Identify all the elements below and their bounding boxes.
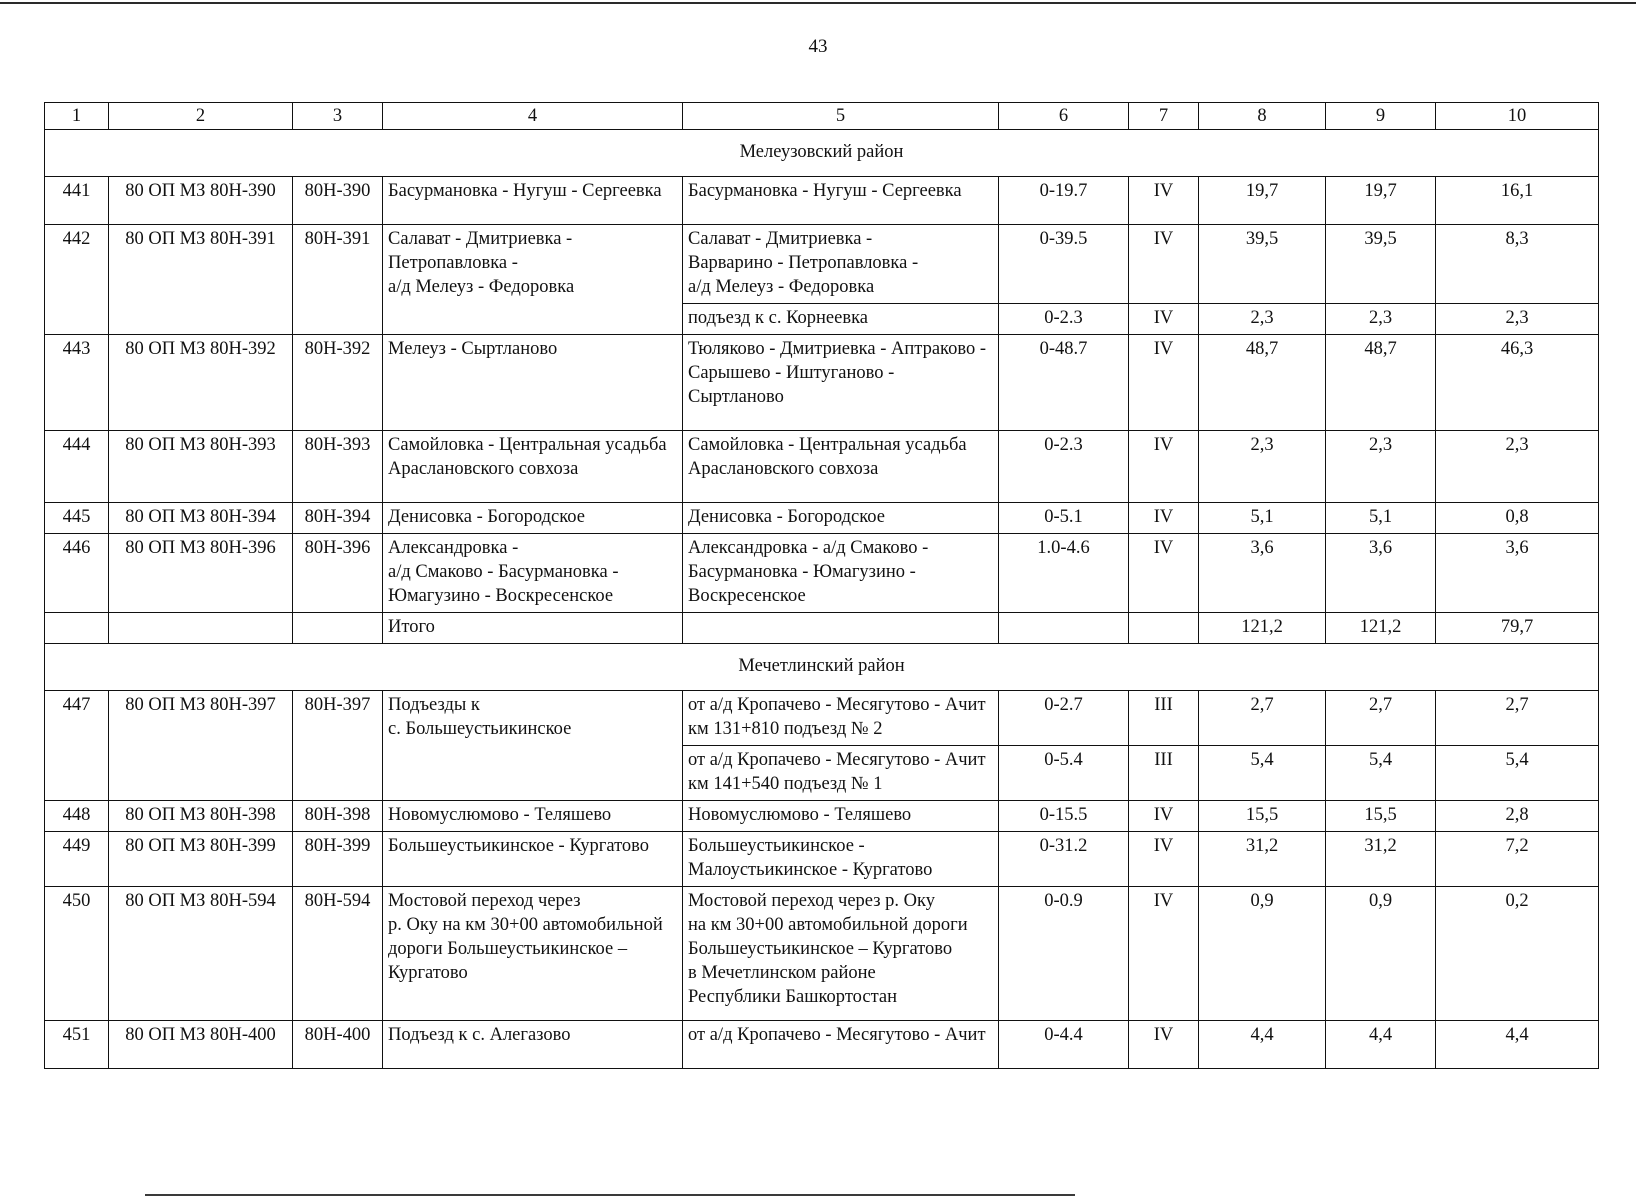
length-col-8 — [1199, 335, 1326, 431]
road-category-text: IV — [1153, 339, 1174, 359]
road-number — [45, 832, 109, 887]
length-col-8 — [1199, 691, 1326, 746]
km-range — [999, 691, 1129, 746]
length-col-9 — [1326, 503, 1436, 534]
road-category — [1129, 746, 1199, 801]
length-col-10 — [1436, 832, 1599, 887]
length-col-9-text: 2,3 — [1368, 308, 1393, 328]
length-col-9 — [1326, 801, 1436, 832]
length-col-9 — [1326, 177, 1436, 225]
road-name — [383, 1021, 683, 1069]
length-col-8-text: 2,3 — [1250, 435, 1274, 455]
length-col-9 — [1326, 335, 1436, 431]
length-col-9 — [1326, 887, 1436, 1021]
length-col-10 — [1436, 691, 1599, 746]
column-number: 3 — [293, 103, 383, 130]
road-id-code — [109, 801, 293, 832]
road-id-code — [109, 503, 293, 534]
column-number: 2 — [109, 103, 293, 130]
road-number-text: 451 — [62, 1025, 91, 1045]
km-range — [999, 887, 1129, 1021]
road-number-text: 448 — [62, 805, 91, 825]
length-col-10-text: 0,2 — [1505, 891, 1529, 911]
road-name-text: Подъезды к с. Большеустьикинское — [388, 695, 572, 739]
road-category — [1129, 335, 1199, 431]
length-col-9-text: 48,7 — [1364, 339, 1397, 359]
road-category-text: IV — [1153, 805, 1174, 825]
segment-description-text: Мостовой переход через р. Оку на км 30+00 автомобильной дороги Большеустьикинское – Кургатово в Мечетлинском районе Республики Башкортостан — [688, 891, 968, 1007]
road-id-code — [109, 225, 293, 335]
length-col-8 — [1199, 801, 1326, 832]
table-row — [45, 832, 1599, 887]
length-col-10 — [1436, 503, 1599, 534]
length-col-8-text: 15,5 — [1245, 805, 1279, 825]
length-col-10 — [1436, 177, 1599, 225]
segment-description-text: Басурмановка - Нугуш - Сергеевка — [688, 181, 962, 201]
road-category — [1129, 431, 1199, 503]
km-range — [999, 335, 1129, 431]
length-col-9-text: 31,2 — [1364, 836, 1397, 856]
road-category-text: IV — [1153, 836, 1174, 856]
length-col-10 — [1436, 225, 1599, 304]
road-id-code-text: 80 ОП МЗ 80Н-400 — [125, 1025, 276, 1045]
length-col-10 — [1436, 534, 1599, 613]
length-col-9-text: 3,6 — [1368, 538, 1393, 558]
length-col-9-text: 2,3 — [1368, 435, 1393, 455]
district-header-row — [45, 644, 1599, 691]
segment-description-text: подъезд к с. Корнеевка — [688, 308, 869, 328]
column-number: 5 — [683, 103, 999, 130]
length-col-9-text: 39,5 — [1364, 229, 1397, 249]
road-category — [1129, 534, 1199, 613]
district-name-text: Мечетлинский район — [738, 656, 905, 676]
empty-cell — [45, 613, 109, 644]
road-name — [383, 801, 683, 832]
road-short-code — [293, 887, 383, 1021]
length-col-8 — [1199, 746, 1326, 801]
road-category — [1129, 503, 1199, 534]
length-col-9 — [1326, 304, 1436, 335]
road-number-text: 446 — [62, 538, 91, 558]
road-name — [383, 534, 683, 613]
total-label-text: Итого — [388, 617, 435, 637]
length-col-10-text: 7,2 — [1505, 836, 1529, 856]
length-col-10-text: 5,4 — [1505, 750, 1529, 770]
length-col-9-text: 4,4 — [1368, 1025, 1393, 1045]
road-short-code — [293, 832, 383, 887]
road-number — [45, 534, 109, 613]
road-category-text: III — [1154, 750, 1173, 770]
table-row — [45, 503, 1599, 534]
length-col-8-text: 39,5 — [1245, 229, 1279, 249]
column-number-row — [45, 103, 1599, 130]
length-col-8-text: 4,4 — [1250, 1025, 1274, 1045]
road-category — [1129, 832, 1199, 887]
road-number-text: 441 — [62, 181, 91, 201]
length-col-10-text: 0,8 — [1505, 507, 1529, 527]
segment-description-text: Большеустьикинское - Малоустьикинское - Кургатово — [688, 836, 933, 880]
column-number: 7 — [1129, 103, 1199, 130]
road-id-code-text: 80 ОП МЗ 80Н-397 — [125, 695, 276, 715]
total-label — [383, 613, 683, 644]
total-col-10-text: 79,7 — [1500, 617, 1534, 637]
road-short-code-text: 80Н-400 — [304, 1025, 371, 1045]
km-range — [999, 225, 1129, 304]
length-col-9-text: 2,7 — [1368, 695, 1393, 715]
road-short-code — [293, 177, 383, 225]
road-id-code — [109, 691, 293, 801]
length-col-10-text: 2,7 — [1505, 695, 1529, 715]
length-col-10 — [1436, 335, 1599, 431]
length-col-9-text: 0,9 — [1368, 891, 1393, 911]
segment-description — [683, 887, 999, 1021]
total-col-8 — [1199, 613, 1326, 644]
road-number — [45, 801, 109, 832]
length-col-10-text: 2,8 — [1505, 805, 1529, 825]
km-range-text: 0-39.5 — [1039, 229, 1088, 249]
road-name — [383, 691, 683, 801]
total-col-9-text: 121,2 — [1359, 617, 1402, 637]
segment-description-text: Тюляково - Дмитриевка - Аптраково - Сарышево - Иштуганово - Сыртланово — [688, 339, 986, 407]
road-id-code-text: 80 ОП МЗ 80Н-396 — [125, 538, 276, 558]
road-id-code-text: 80 ОП МЗ 80Н-398 — [125, 805, 276, 825]
table-row — [45, 335, 1599, 431]
km-range-text: 0-2.7 — [1044, 695, 1083, 715]
district-header-row — [45, 130, 1599, 177]
road-id-code — [109, 335, 293, 431]
road-id-code — [109, 1021, 293, 1069]
road-id-code — [109, 887, 293, 1021]
total-col-10 — [1436, 613, 1599, 644]
segment-description — [683, 801, 999, 832]
road-short-code-text: 80Н-398 — [304, 805, 371, 825]
total-row — [45, 613, 1599, 644]
road-name-text: Салават - Дмитриевка - Петропавловка - а/д Мелеуз - Федоровка — [388, 229, 575, 297]
road-short-code — [293, 691, 383, 801]
road-category — [1129, 801, 1199, 832]
road-short-code — [293, 534, 383, 613]
segment-description — [683, 1021, 999, 1069]
length-col-9 — [1326, 1021, 1436, 1069]
segment-description — [683, 832, 999, 887]
total-col-9 — [1326, 613, 1436, 644]
segment-description-text: Салават - Дмитриевка - Варварино - Петропавловка - а/д Мелеуз - Федоровка — [688, 229, 919, 297]
segment-description — [683, 503, 999, 534]
road-number-text: 447 — [62, 695, 91, 715]
length-col-10-text: 8,3 — [1505, 229, 1529, 249]
length-col-9-text: 5,4 — [1368, 750, 1393, 770]
segment-description-text: Денисовка - Богородское — [688, 507, 885, 527]
length-col-8-text: 2,3 — [1250, 308, 1274, 328]
length-col-10 — [1436, 801, 1599, 832]
road-category-text: IV — [1153, 181, 1174, 201]
road-category-text: IV — [1153, 435, 1174, 455]
empty-cell — [683, 613, 999, 644]
length-col-10 — [1436, 431, 1599, 503]
empty-cell — [999, 613, 1129, 644]
road-id-code-text: 80 ОП МЗ 80Н-393 — [125, 435, 276, 455]
road-name — [383, 832, 683, 887]
km-range — [999, 534, 1129, 613]
column-number: 8 — [1199, 103, 1326, 130]
road-number-text: 443 — [62, 339, 91, 359]
km-range-text: 0-19.7 — [1039, 181, 1088, 201]
road-short-code-text: 80Н-594 — [304, 891, 371, 911]
length-col-10 — [1436, 1021, 1599, 1069]
road-id-code-text: 80 ОП МЗ 80Н-392 — [125, 339, 276, 359]
column-number: 1 — [45, 103, 109, 130]
km-range-text: 0-5.4 — [1044, 750, 1083, 770]
empty-cell — [1129, 613, 1199, 644]
road-number-text: 449 — [62, 836, 91, 856]
road-number — [45, 1021, 109, 1069]
km-range — [999, 304, 1129, 335]
road-short-code-text: 80Н-393 — [304, 435, 371, 455]
km-range — [999, 1021, 1129, 1069]
page-number: 43 — [808, 36, 828, 57]
table-row — [45, 1021, 1599, 1069]
length-col-8 — [1199, 534, 1326, 613]
length-col-8 — [1199, 304, 1326, 335]
km-range-text: 0-5.1 — [1044, 507, 1083, 527]
length-col-10-text: 4,4 — [1505, 1025, 1529, 1045]
road-number-text: 450 — [62, 891, 91, 911]
road-id-code — [109, 534, 293, 613]
length-col-9-text: 15,5 — [1364, 805, 1397, 825]
length-col-8-text: 3,6 — [1250, 538, 1274, 558]
road-name-text: Подъезд к с. Алегазово — [388, 1025, 571, 1045]
road-name-text: Александровка - а/д Смаково - Басурмановка - Юмагузино - Воскресенское — [388, 538, 619, 606]
length-col-9 — [1326, 746, 1436, 801]
length-col-8-text: 2,7 — [1250, 695, 1274, 715]
road-number — [45, 335, 109, 431]
km-range-text: 0-48.7 — [1039, 339, 1088, 359]
length-col-9 — [1326, 225, 1436, 304]
length-col-8-text: 5,4 — [1250, 750, 1274, 770]
km-range — [999, 746, 1129, 801]
road-name-text: Большеустьикинское - Кургатово — [388, 836, 650, 856]
length-col-9 — [1326, 431, 1436, 503]
segment-description-text: от а/д Кропачево - Месягутово - Ачит км 141+540 подъезд № 1 — [688, 750, 986, 794]
road-category — [1129, 177, 1199, 225]
length-col-8-text: 5,1 — [1250, 507, 1274, 527]
length-col-8-text: 48,7 — [1245, 339, 1279, 359]
road-category-text: IV — [1153, 1025, 1174, 1045]
length-col-10 — [1436, 887, 1599, 1021]
length-col-10-text: 2,3 — [1505, 308, 1529, 328]
length-col-10 — [1436, 746, 1599, 801]
road-number-text: 445 — [62, 507, 91, 527]
table-row — [45, 225, 1599, 304]
segment-description-text: от а/д Кропачево - Месягутово - Ачит км 131+810 подъезд № 2 — [688, 695, 986, 739]
road-name — [383, 431, 683, 503]
road-short-code-text: 80Н-392 — [304, 339, 371, 359]
road-name-text: Денисовка - Богородское — [388, 507, 585, 527]
column-number: 9 — [1326, 103, 1436, 130]
column-number: 10 — [1436, 103, 1599, 130]
length-col-8 — [1199, 1021, 1326, 1069]
road-short-code — [293, 503, 383, 534]
road-short-code-text: 80Н-397 — [304, 695, 371, 715]
road-number — [45, 691, 109, 801]
km-range-text: 0-4.4 — [1044, 1025, 1083, 1045]
district-name — [45, 644, 1599, 691]
length-col-9 — [1326, 691, 1436, 746]
km-range — [999, 503, 1129, 534]
segment-description — [683, 335, 999, 431]
segment-description — [683, 691, 999, 746]
road-category-text: IV — [1153, 229, 1174, 249]
length-col-8 — [1199, 887, 1326, 1021]
road-name-text: Басурмановка - Нугуш - Сергеевка — [388, 181, 662, 201]
km-range-text: 0-15.5 — [1039, 805, 1088, 825]
segment-description — [683, 177, 999, 225]
road-name — [383, 177, 683, 225]
length-col-8-text: 19,7 — [1245, 181, 1279, 201]
km-range-text: 0-31.2 — [1039, 836, 1088, 856]
segment-description — [683, 746, 999, 801]
road-category — [1129, 304, 1199, 335]
road-number — [45, 887, 109, 1021]
km-range — [999, 177, 1129, 225]
road-category — [1129, 1021, 1199, 1069]
km-range — [999, 801, 1129, 832]
road-registry-table — [44, 102, 1599, 1069]
length-col-10-text: 16,1 — [1500, 181, 1534, 201]
length-col-10-text: 3,6 — [1505, 538, 1529, 558]
road-short-code-text: 80Н-394 — [304, 507, 371, 527]
road-number-text: 444 — [62, 435, 91, 455]
length-col-8-text: 31,2 — [1245, 836, 1279, 856]
road-category-text: IV — [1153, 538, 1174, 558]
segment-description-text: от а/д Кропачево - Месягутово - Ачит — [688, 1025, 986, 1045]
road-id-code-text: 80 ОП МЗ 80Н-399 — [125, 836, 276, 856]
road-short-code — [293, 225, 383, 335]
road-short-code-text: 80Н-399 — [304, 836, 371, 856]
road-id-code-text: 80 ОП МЗ 80Н-594 — [125, 891, 276, 911]
road-name — [383, 503, 683, 534]
road-short-code-text: 80Н-396 — [304, 538, 371, 558]
length-col-10 — [1436, 304, 1599, 335]
km-range — [999, 832, 1129, 887]
table-row — [45, 887, 1599, 1021]
road-category-text: III — [1154, 695, 1173, 715]
km-range-text: 0-2.3 — [1044, 435, 1083, 455]
district-name — [45, 130, 1599, 177]
km-range-text: 1.0-4.6 — [1037, 538, 1090, 558]
column-number: 6 — [999, 103, 1129, 130]
road-number — [45, 503, 109, 534]
length-col-8 — [1199, 832, 1326, 887]
total-col-8-text: 121,2 — [1241, 617, 1283, 637]
table-row — [45, 177, 1599, 225]
road-name — [383, 335, 683, 431]
road-short-code — [293, 1021, 383, 1069]
road-number — [45, 225, 109, 335]
table-row — [45, 691, 1599, 746]
road-category-text: IV — [1153, 507, 1174, 527]
length-col-8-text: 0,9 — [1250, 891, 1274, 911]
segment-description-text: Самойловка - Центральная усадьба Араслановского совхоза — [688, 435, 967, 479]
road-id-code-text: 80 ОП МЗ 80Н-391 — [125, 229, 276, 249]
empty-cell — [293, 613, 383, 644]
road-category-text: IV — [1153, 891, 1174, 911]
road-id-code-text: 80 ОП МЗ 80Н-394 — [125, 507, 276, 527]
length-col-9-text: 5,1 — [1368, 507, 1393, 527]
road-short-code — [293, 801, 383, 832]
road-name-text: Самойловка - Центральная усадьба Араслановского совхоза — [388, 435, 667, 479]
road-name — [383, 225, 683, 335]
road-name-text: Новомуслюмово - Теляшево — [388, 805, 612, 825]
length-col-8 — [1199, 503, 1326, 534]
road-category — [1129, 691, 1199, 746]
km-range-text: 0-0.9 — [1044, 891, 1083, 911]
empty-cell — [109, 613, 293, 644]
road-short-code-text: 80Н-391 — [304, 229, 371, 249]
length-col-10-text: 46,3 — [1500, 339, 1534, 359]
table-body — [45, 103, 1599, 1069]
road-number — [45, 177, 109, 225]
table-row — [45, 431, 1599, 503]
length-col-9-text: 19,7 — [1364, 181, 1397, 201]
district-name-text: Мелеузовский район — [739, 142, 904, 162]
segment-description — [683, 225, 999, 304]
road-short-code — [293, 431, 383, 503]
road-short-code — [293, 335, 383, 431]
road-id-code — [109, 431, 293, 503]
length-col-8 — [1199, 431, 1326, 503]
road-name-text: Мелеуз - Сыртланово — [388, 339, 558, 359]
road-name — [383, 887, 683, 1021]
segment-description — [683, 534, 999, 613]
scan-edge-line — [145, 1194, 1075, 1196]
road-category — [1129, 887, 1199, 1021]
length-col-9 — [1326, 534, 1436, 613]
km-range-text: 0-2.3 — [1044, 308, 1083, 328]
road-category-text: IV — [1153, 308, 1174, 328]
road-number-text: 442 — [62, 229, 91, 249]
road-name-text: Мостовой переход через р. Оку на км 30+00 автомобильной дороги Большеустьикинское – Кургатово — [388, 891, 663, 983]
road-short-code-text: 80Н-390 — [304, 181, 371, 201]
road-number — [45, 431, 109, 503]
table-row — [45, 801, 1599, 832]
scan-edge-line — [0, 2, 1636, 4]
segment-description-text: Александровка - а/д Смаково - Басурмановка - Юмагузино - Воскресенское — [688, 538, 929, 606]
road-id-code — [109, 832, 293, 887]
segment-description-text: Новомуслюмово - Теляшево — [688, 805, 912, 825]
length-col-10-text: 2,3 — [1505, 435, 1529, 455]
km-range — [999, 431, 1129, 503]
length-col-8 — [1199, 177, 1326, 225]
length-col-9 — [1326, 832, 1436, 887]
table-row — [45, 534, 1599, 613]
road-id-code — [109, 177, 293, 225]
road-id-code-text: 80 ОП МЗ 80Н-390 — [125, 181, 276, 201]
column-number: 4 — [383, 103, 683, 130]
length-col-8 — [1199, 225, 1326, 304]
road-category — [1129, 225, 1199, 304]
segment-description — [683, 304, 999, 335]
segment-description — [683, 431, 999, 503]
